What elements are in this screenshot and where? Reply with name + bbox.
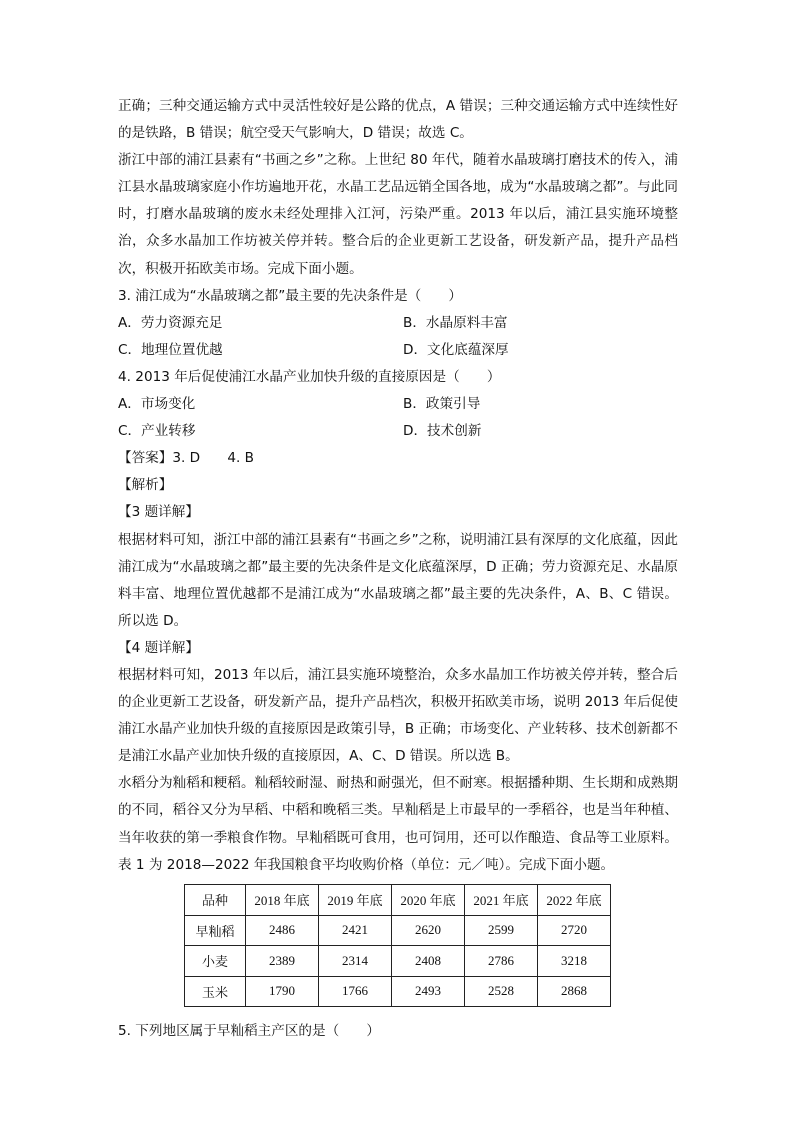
table-row-label: 玉米 <box>185 976 246 1007</box>
table-cell: 3218 <box>538 946 611 977</box>
q4-option-a: A．市场变化 <box>118 396 196 413</box>
q4-option-d: D．技术创新 <box>403 423 482 440</box>
detail-4-heading: 【4 题详解】 <box>118 639 199 656</box>
table-row-label: 小麦 <box>185 946 246 977</box>
question-5-stem: 5. 下列地区属于早籼稻主产区的是（ ） <box>118 1022 380 1039</box>
question-3-options <box>118 310 678 364</box>
table-header-cell: 2018 年底 <box>246 885 319 916</box>
table-cell: 2620 <box>392 915 465 946</box>
document-body <box>118 93 678 879</box>
table-header-cell: 2021 年底 <box>465 885 538 916</box>
table-row-label: 早籼稻 <box>185 915 246 946</box>
table-cell: 2314 <box>319 946 392 977</box>
table-header-cell: 品种 <box>185 885 246 916</box>
detail-3-text: 根据材料可知，浙江中部的浦江县素有“书画之乡”之称，说明浦江县有深厚的文化底蕴，因此浦江成为“水晶玻璃之都”最主要的先决条件是文化底蕴深厚，D 正确；劳力资源充足、水晶原料丰富、地理位置优越都不是浦江成为“水晶玻璃之都”最主要的先决条件，A、B、C 错误。所以选 D。 <box>118 531 678 629</box>
q4-option-c: C．产业转移 <box>118 423 196 440</box>
answer-line: 【答案】3. D 4. B <box>118 450 254 467</box>
table-cell: 2486 <box>246 915 319 946</box>
q3-option-b: B．水晶原料丰富 <box>403 314 508 331</box>
table-header-row <box>185 885 611 916</box>
question-4-stem: 4. 2013 年后促使浦江水晶产业加快升级的直接原因是（ ） <box>118 368 501 385</box>
paragraph-pujiang-material: 浙江中部的浦江县素有“书画之乡”之称。上世纪 80 年代，随着水晶玻璃打磨技术的传入，浦江县水晶玻璃家庭小作坊遍地开花，水晶工艺品远销全国各地，成为“水晶玻璃之都”。与此同时，打磨水晶玻璃的废水未经处理排入江河，污染严重。2013 年以后，浦江县实施环境整治，众多水晶加工作坊被关停并转。整合后的企业更新工艺设备，研发新产品，提升产品档次，积极开拓欧美市场。完成下面小题。 <box>118 152 678 277</box>
detail-4-text: 根据材料可知，2013 年以后，浦江县实施环境整治，众多水晶加工作坊被关停并转，整合后的企业更新工艺设备，研发新产品，提升产品档次，积极开拓欧美市场，说明 2013 年后促使浦江水晶产业加快升级的直接原因是政策引导，B 正确；市场变化、产业转移、技术创新都不是浦江水晶产业加快升级的直接原因，A、C、D 错误。所以选 B。 <box>118 666 678 765</box>
table-header-cell: 2019 年底 <box>319 885 392 916</box>
table-cell: 1766 <box>319 976 392 1007</box>
table-row <box>185 946 611 977</box>
table-cell: 2528 <box>465 976 538 1007</box>
table-cell: 2493 <box>392 976 465 1007</box>
table-cell: 2421 <box>319 915 392 946</box>
paragraph-rice-material: 水稻分为籼稻和粳稻。籼稻较耐湿、耐热和耐强光，但不耐寒。根据播种期、生长期和成熟期的不同，稻谷又分为早稻、中稻和晚稻三类。早籼稻是上市最早的一季稻谷，也是当年种植、当年收获的第一季粮食作物。早籼稻既可食用，也可饲用，还可以作酿造、食品等工业原料。表 1 为 2018—2022 年我国粮食平均收购价格（单位：元／吨）。完成下面小题。 <box>118 775 678 873</box>
grain-price-table <box>184 884 611 1007</box>
table-cell: 2786 <box>465 946 538 977</box>
table-cell: 2599 <box>465 915 538 946</box>
question-3-stem: 3. 浦江成为“水晶玻璃之都”最主要的先决条件是（ ） <box>118 287 463 304</box>
table-cell: 2389 <box>246 946 319 977</box>
table-cell: 1790 <box>246 976 319 1007</box>
table-cell: 2868 <box>538 976 611 1007</box>
table-cell: 2720 <box>538 915 611 946</box>
analysis-heading: 【解析】 <box>118 477 173 494</box>
detail-3-heading: 【3 题详解】 <box>118 504 199 521</box>
question-4-options <box>118 391 678 445</box>
table-row <box>185 915 611 946</box>
q3-option-a: A．劳力资源充足 <box>118 314 223 331</box>
table-row <box>185 976 611 1007</box>
q3-option-c: C．地理位置优越 <box>118 341 223 358</box>
table-header-cell: 2022 年底 <box>538 885 611 916</box>
table-cell: 2408 <box>392 946 465 977</box>
table-header-cell: 2020 年底 <box>392 885 465 916</box>
paragraph-previous-explanation: 正确；三种交通运输方式中灵活性较好是公路的优点，A 错误；三种交通运输方式中连续性好的是铁路，B 错误；航空受天气影响大，D 错误；故选 C。 <box>118 98 678 142</box>
q3-option-d: D．文化底蕴深厚 <box>403 341 509 358</box>
q4-option-b: B．政策引导 <box>403 396 481 413</box>
